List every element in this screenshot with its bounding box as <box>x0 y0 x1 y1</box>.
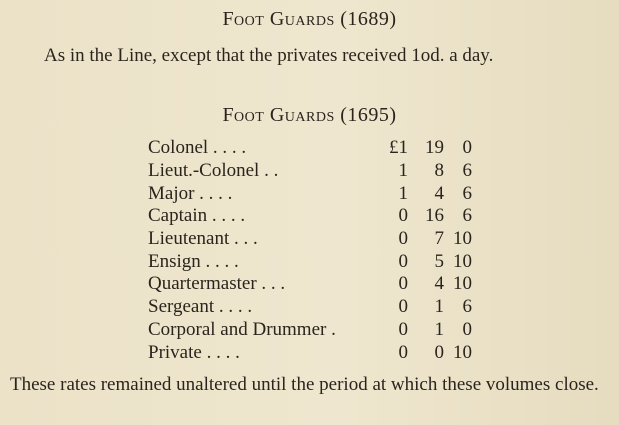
shillings-value: 16 <box>425 205 444 227</box>
heading-foot-guards-1695: Foot Guards (1695) <box>222 104 397 126</box>
pounds-value: 0 <box>398 250 408 272</box>
pay-row <box>148 273 472 296</box>
pounds-value: 0 <box>398 205 408 227</box>
pounds-value: 1 <box>398 160 408 182</box>
rank-label: Major . . . . <box>148 182 233 204</box>
pay-rates-rows <box>148 137 472 364</box>
pounds-value: 0 <box>398 228 408 250</box>
shillings-value: 4 <box>434 273 444 295</box>
pence-value: 10 <box>453 341 472 363</box>
pence-value: 10 <box>453 273 472 295</box>
pounds-value: 0 <box>398 273 408 295</box>
pence-value: 0 <box>462 137 472 159</box>
rank-label: Quartermaster . . . <box>148 273 286 295</box>
rank-label: Captain . . . . <box>148 205 246 227</box>
rank-label: Sergeant . . . . <box>148 296 253 318</box>
pounds-value: 1 <box>398 182 408 204</box>
shillings-value: 19 <box>425 137 444 159</box>
pence-value: 10 <box>453 228 472 250</box>
shillings-value: 7 <box>434 228 444 250</box>
heading-foot-guards-1689: Foot Guards (1689) <box>222 8 397 30</box>
paragraph-1689-pay-note: As in the Line, except that the privates received 1od. a day. <box>44 45 494 66</box>
pence-value: 6 <box>462 296 472 318</box>
pay-row <box>148 250 472 273</box>
pounds-value: 0 <box>398 318 408 340</box>
shillings-value: 0 <box>434 341 444 363</box>
rank-label: Lieut.-Colonel . . <box>148 160 279 182</box>
pay-row <box>148 341 472 364</box>
pounds-value: 0 <box>398 296 408 318</box>
pence-value: 10 <box>453 250 472 272</box>
pay-row <box>148 137 472 160</box>
shillings-value: 8 <box>434 160 444 182</box>
paragraph-closing-note: These rates remained unaltered until the period at which these volumes close. <box>10 374 599 395</box>
pounds-value: £1 <box>389 137 408 159</box>
pay-row <box>148 182 472 205</box>
rank-label: Private . . . . <box>148 341 240 363</box>
pay-row <box>148 319 472 342</box>
pay-row <box>148 296 472 319</box>
pence-value: 6 <box>462 160 472 182</box>
pounds-value: 0 <box>398 341 408 363</box>
shillings-value: 4 <box>434 182 444 204</box>
rank-label: Lieutenant . . . <box>148 228 258 250</box>
pay-row <box>148 160 472 183</box>
rank-label: Corporal and Drummer . <box>148 318 336 340</box>
pay-rates-table <box>148 137 472 364</box>
pence-value: 0 <box>462 318 472 340</box>
pence-value: 6 <box>462 182 472 204</box>
shillings-value: 1 <box>434 296 444 318</box>
pay-row <box>148 228 472 251</box>
shillings-value: 1 <box>434 318 444 340</box>
shillings-value: 5 <box>434 250 444 272</box>
rank-label: Colonel . . . . <box>148 137 247 159</box>
rank-label: Ensign . . . . <box>148 250 239 272</box>
pay-row <box>148 205 472 228</box>
pence-value: 6 <box>462 205 472 227</box>
